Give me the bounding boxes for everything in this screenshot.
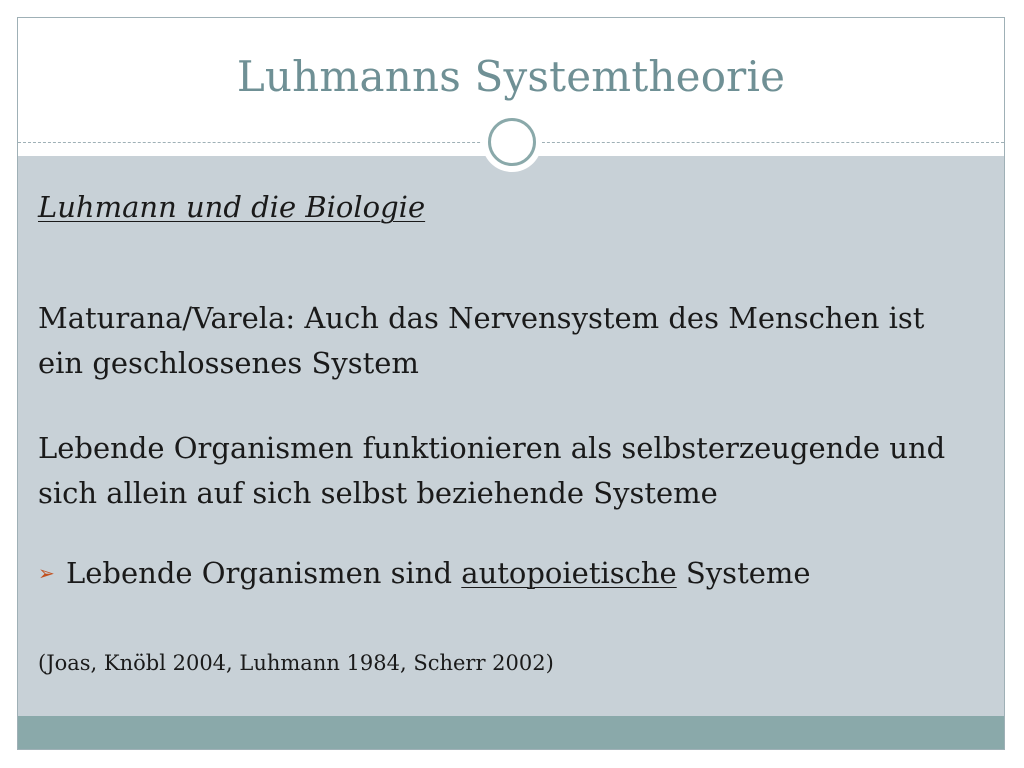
bullet-keyword-autopoietisch: autopoietische: [461, 556, 677, 590]
circle-ornament-icon: [482, 112, 542, 172]
arrow-bullet-icon: ➢: [38, 561, 55, 585]
bullet-autopoietic: [38, 553, 811, 593]
paragraph-lebende-organismen: Lebende Organismen funktionieren als selbsterzeugende und sich allein auf sich selbst beziehende Systeme: [38, 431, 946, 510]
footer-band: [18, 716, 1004, 750]
ring-icon: [488, 118, 536, 166]
bullet-text-before: Lebende Organismen sind: [66, 556, 462, 590]
section-subtitle: Luhmann und die Biologie: [38, 190, 426, 224]
slide-title: Luhmanns Systemtheorie: [236, 52, 786, 101]
paragraph-maturana-varela: Maturana/Varela: Auch das Nervensystem des Menschen ist ein geschlossenes System: [38, 301, 925, 380]
bullet-text-after: Systeme: [676, 556, 811, 590]
citation: (Joas, Knöbl 2004, Luhmann 1984, Scherr 2002): [38, 651, 554, 675]
